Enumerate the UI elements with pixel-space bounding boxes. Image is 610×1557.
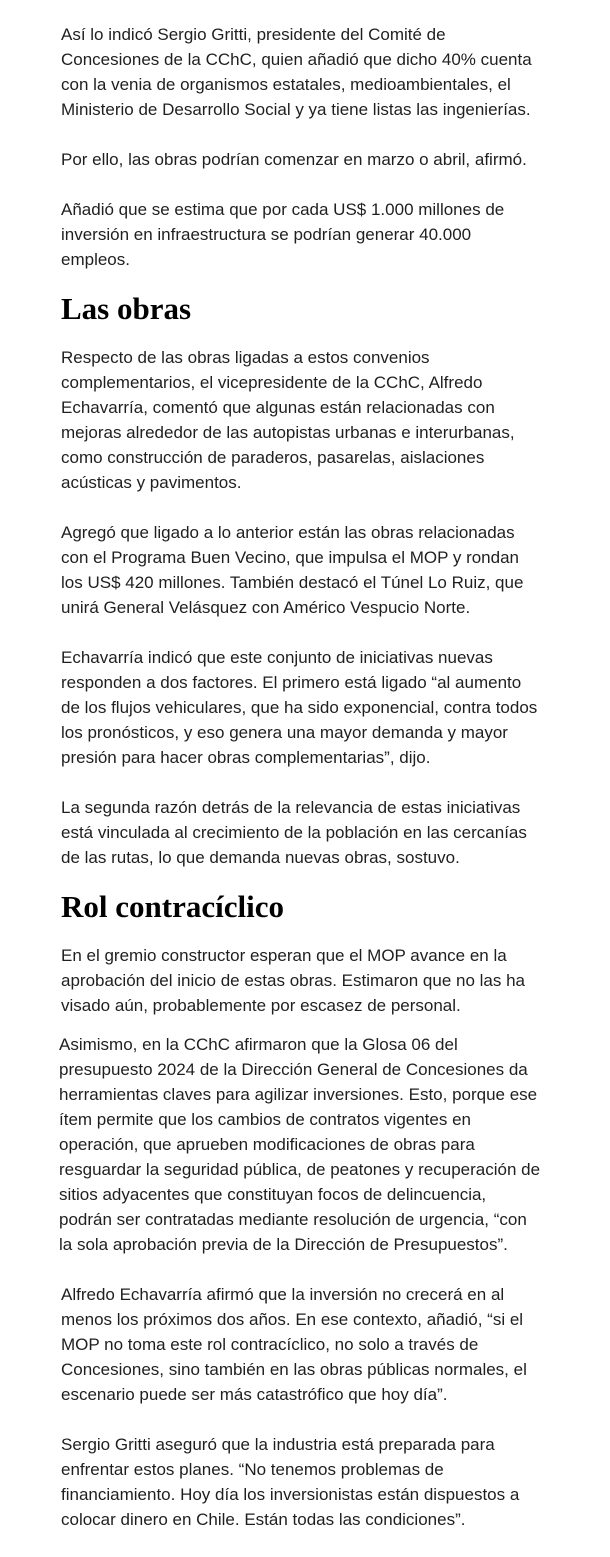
paragraph-line: enfrentar estos planes. “No tenemos problemas de: [61, 1460, 444, 1479]
article-paragraph: [61, 520, 581, 620]
paragraph-line: Asimismo, en la CChC afirmaron que la Glosa 06 del: [59, 1035, 458, 1054]
paragraph-line: Por ello, las obras podrían comenzar en marzo o abril, afirmó.: [61, 150, 527, 169]
article-paragraph: [61, 1432, 581, 1532]
article-paragraph: [61, 795, 581, 870]
paragraph-line: MOP no toma este rol contracíclico, no solo a través de: [61, 1335, 479, 1354]
paragraph-line: Concesiones de la CChC, quien añadió que dicho 40% cuenta: [61, 50, 532, 69]
article-paragraph: [59, 1032, 581, 1257]
paragraph-line: de los flujos vehiculares, que ha sido exponencial, contra todos: [61, 698, 538, 717]
paragraph-line: aprobación del inicio de estas obras. Estimaron que no las ha: [61, 971, 526, 990]
paragraph-line: Añadió que se estima que por cada US$ 1.000 millones de: [61, 200, 505, 219]
paragraph-line: mejoras alrededor de las autopistas urbanas e interurbanas,: [61, 423, 515, 442]
paragraph-line: empleos.: [61, 250, 130, 269]
paragraph-line: los US$ 420 millones. También destacó el Túnel Lo Ruiz, que: [61, 573, 524, 592]
article-paragraph: [61, 943, 581, 1018]
paragraph-line: como construcción de paraderos, pasarelas, aislaciones: [61, 448, 485, 467]
article-paragraph: [61, 22, 581, 122]
paragraph-line: complementarios, el vicepresidente de la CChC, Alfredo: [61, 373, 483, 392]
paragraph-line: herramientas claves para agilizar inversiones. Esto, porque ese: [59, 1085, 538, 1104]
paragraph-line: Ministerio de Desarrollo Social y ya tiene listas las ingenierías.: [61, 100, 531, 119]
paragraph-line: la sola aprobación previa de la Dirección de Presupuestos”.: [59, 1235, 508, 1254]
paragraph-line: ítem permite que los cambios de contratos vigentes en: [59, 1110, 471, 1129]
paragraph-line: los pronósticos, y eso genera una mayor demanda y mayor: [61, 723, 508, 742]
paragraph-line: La segunda razón detrás de la relevancia de estas iniciativas: [61, 798, 521, 817]
paragraph-line: con el Programa Buen Vecino, que impulsa el MOP y rondan: [61, 548, 520, 567]
paragraph-line: Agregó que ligado a lo anterior están las obras relacionadas: [61, 523, 515, 542]
paragraph-line: está vinculada al crecimiento de la población en las cercanías: [61, 823, 527, 842]
paragraph-line: En el gremio constructor esperan que el MOP avance en la: [61, 946, 507, 965]
paragraph-line: Sergio Gritti aseguró que la industria está preparada para: [61, 1435, 495, 1454]
paragraph-line: Así lo indicó Sergio Gritti, presidente del Comité de: [61, 25, 446, 44]
article-paragraph: [61, 345, 581, 495]
paragraph-line: Echavarría, comentó que algunas están relacionadas con: [61, 398, 495, 417]
paragraph-line: acústicas y pavimentos.: [61, 473, 242, 492]
paragraph-line: financiamiento. Hoy día los inversionistas están dispuestos a: [61, 1485, 520, 1504]
paragraph-line: podrán ser contratadas mediante resolución de urgencia, “con: [59, 1210, 527, 1229]
paragraph-line: de las rutas, lo que demanda nuevas obras, sostuvo.: [61, 848, 460, 867]
paragraph-line: visado aún, probablemente por escasez de personal.: [61, 996, 461, 1015]
section-heading: Rol contracíclico: [61, 889, 284, 924]
article-body: [61, 22, 581, 1557]
paragraph-line: responden a dos factores. El primero está ligado “al aumento: [61, 673, 522, 692]
paragraph-line: menos los próximos dos años. En ese contexto, añadió, “si el: [61, 1310, 524, 1329]
paragraph-line: sitios adyacentes que constituyan focos de delincuencia,: [59, 1185, 487, 1204]
paragraph-line: Concesiones, sino también en las obras públicas normales, el: [61, 1360, 527, 1379]
paragraph-line: Echavarría indicó que este conjunto de iniciativas nuevas: [61, 648, 493, 667]
paragraph-line: escenario puede ser más catastrófico que hoy día”.: [61, 1385, 448, 1404]
article-paragraph: [61, 645, 581, 770]
article-paragraph: [61, 147, 581, 172]
paragraph-line: inversión en infraestructura se podrían generar 40.000: [61, 225, 472, 244]
article-paragraph: [61, 1282, 581, 1407]
paragraph-line: operación, que aprueben modificaciones de obras para: [59, 1135, 475, 1154]
paragraph-line: resguardar la seguridad pública, de peatones y recuperación de: [59, 1160, 541, 1179]
paragraph-line: con la venia de organismos estatales, medioambientales, el: [61, 75, 511, 94]
paragraph-line: Respecto de las obras ligadas a estos convenios: [61, 348, 430, 367]
paragraph-line: unirá General Velásquez con Américo Vespucio Norte.: [61, 598, 471, 617]
paragraph-line: Alfredo Echavarría afirmó que la inversión no crecerá en al: [61, 1285, 505, 1304]
section-heading: Las obras: [61, 291, 192, 326]
article-paragraph: [61, 197, 581, 272]
paragraph-line: presión para hacer obras complementarias”, dijo.: [61, 748, 431, 767]
paragraph-line: presupuesto 2024 de la Dirección General de Concesiones da: [59, 1060, 528, 1079]
paragraph-line: colocar dinero en Chile. Están todas las condiciones”.: [61, 1510, 466, 1529]
